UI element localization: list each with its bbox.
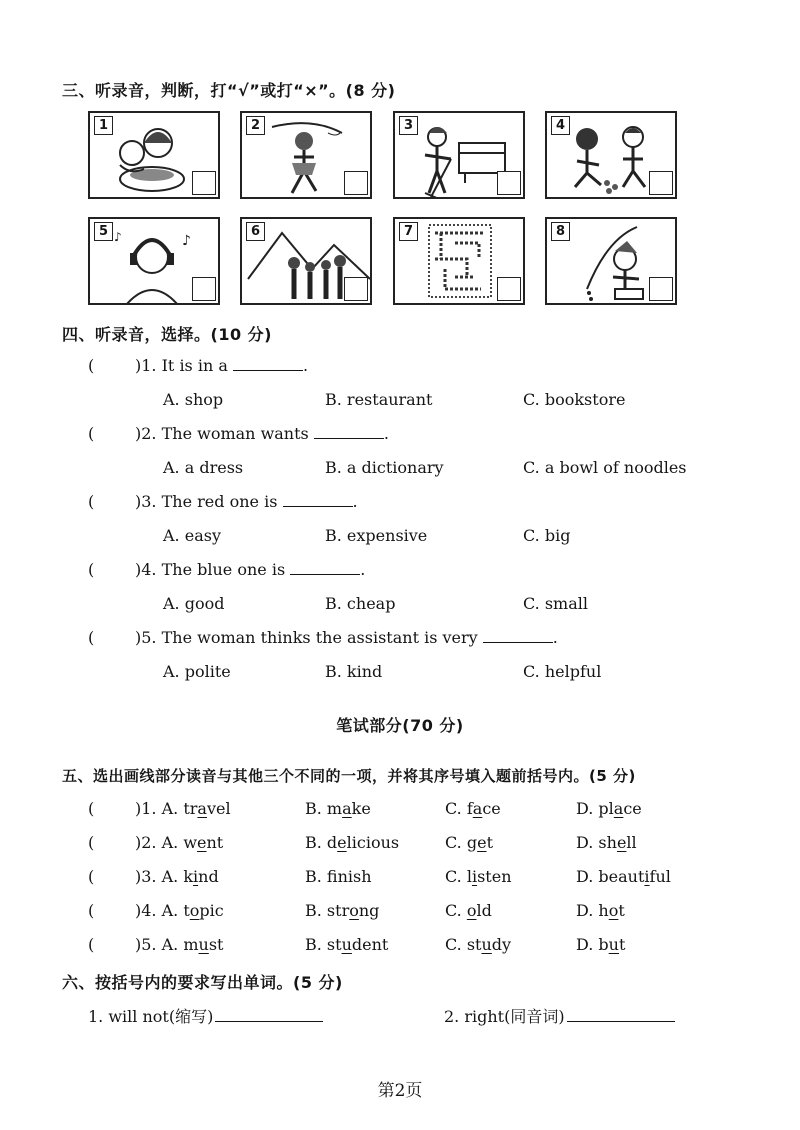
underlined-letter: a — [613, 799, 624, 818]
phonics-option-d — [576, 799, 642, 818]
word-part: ce — [482, 799, 501, 818]
word-part: nish — [337, 867, 372, 886]
phonics-option-c — [445, 867, 512, 886]
underlined-letter: a — [197, 799, 207, 818]
word-task-1 — [88, 1004, 323, 1027]
phonics-option-a — [135, 901, 224, 920]
underlined-letter: u — [341, 935, 352, 954]
picture-number: 3 — [399, 116, 418, 135]
word-part: D. beaut — [576, 867, 645, 886]
stem-text: 3. The red one is — [141, 492, 278, 511]
answer-box[interactable] — [649, 277, 673, 301]
phonics-option-d — [576, 935, 625, 954]
page-number: 第2页 — [377, 1081, 423, 1101]
word-part: 4. A. t — [141, 901, 190, 920]
word-part: vel — [206, 799, 231, 818]
phonics-option-b — [305, 799, 371, 818]
word-part: ful — [649, 867, 671, 886]
answer-blank[interactable] — [215, 1007, 323, 1022]
word-part: 3. A. k — [141, 867, 194, 886]
phonics-option-d — [576, 901, 625, 920]
underlined-letter: i — [193, 867, 199, 886]
option-c: C. a bowl of noodles — [523, 458, 687, 477]
phonics-option-a — [135, 867, 219, 886]
answer-blank[interactable] — [283, 492, 353, 507]
word-part: D. h — [576, 901, 609, 920]
row-paren: ( — [88, 935, 95, 954]
word-part: D. pl — [576, 799, 614, 818]
paren-close: ) — [135, 799, 142, 818]
picture-card-1 — [88, 111, 220, 199]
row-paren: ( — [88, 901, 95, 920]
stem-text: 4. The blue one is — [141, 560, 286, 579]
word-part: B. st — [305, 935, 342, 954]
phonics-option-a — [135, 935, 223, 954]
phonics-option-c — [445, 799, 501, 818]
section4-title: 四、听录音，选择。(10 分) — [62, 325, 272, 344]
section3-title: 三、听录音，判断，打“√”或打“×”。(8 分) — [62, 81, 396, 100]
phonics-option-c — [445, 935, 511, 954]
underlined-letter: o — [189, 901, 200, 920]
paren-close: ) — [135, 356, 142, 375]
stem-text: 2. The woman wants — [141, 424, 309, 443]
option-a: A. easy — [163, 526, 221, 545]
word-part: C. — [445, 901, 467, 920]
question-paren: ( — [88, 628, 95, 647]
paren-close: ) — [135, 935, 142, 954]
option-a: A. a dress — [163, 458, 244, 477]
picture-number: 4 — [551, 116, 570, 135]
picture-card-4 — [545, 111, 677, 199]
word-part: C. l — [445, 867, 472, 886]
word-part: t — [486, 833, 493, 852]
underlined-letter: e — [616, 833, 627, 852]
word-part: ld — [476, 901, 492, 920]
underlined-letter: i — [471, 867, 478, 886]
answer-box[interactable] — [344, 277, 368, 301]
word-part: nt — [206, 833, 224, 852]
picture-number: 6 — [246, 222, 265, 241]
phonics-option-b — [305, 833, 399, 852]
underlined-letter: a — [342, 799, 352, 818]
question-stem — [135, 628, 558, 647]
stem-text: 1. It is in a — [141, 356, 228, 375]
picture-number: 1 — [94, 116, 113, 135]
written-part-title: 笔试部分(70 分) — [336, 716, 464, 735]
underlined-letter: e — [197, 833, 207, 852]
option-b: B. expensive — [325, 526, 428, 545]
answer-box[interactable] — [497, 171, 521, 195]
option-b: B. kind — [325, 662, 383, 681]
question-paren: ( — [88, 560, 95, 579]
word-part: ce — [623, 799, 642, 818]
paren-close: ) — [135, 867, 142, 886]
question-stem — [135, 356, 308, 375]
answer-box[interactable] — [497, 277, 521, 301]
picture-card-8 — [545, 217, 677, 305]
svg-text:♪: ♪ — [182, 233, 191, 249]
word-task-2 — [444, 1004, 675, 1027]
word-part: dent — [351, 935, 389, 954]
section5-title: 五、选出画线部分读音与其他三个不同的一项，并将其序号填入题前括号内。(5 分) — [62, 767, 636, 785]
question-stem — [135, 424, 389, 443]
word-part: t — [618, 901, 625, 920]
picture-card-2 — [240, 111, 372, 199]
paren-close: ) — [135, 424, 142, 443]
underlined-letter: i — [644, 867, 650, 886]
picture-card-3 — [393, 111, 525, 199]
option-c: C. bookstore — [523, 390, 626, 409]
word-part: B. str — [305, 901, 350, 920]
row-paren: ( — [88, 799, 95, 818]
underlined-letter: u — [481, 935, 492, 954]
answer-box[interactable] — [192, 171, 216, 195]
option-b: B. a dictionary — [325, 458, 444, 477]
word-part: st — [208, 935, 224, 954]
question-paren: ( — [88, 492, 95, 511]
answer-blank[interactable] — [233, 356, 303, 371]
word-part: C. g — [445, 833, 478, 852]
option-b: B. restaurant — [325, 390, 433, 409]
answer-blank[interactable] — [314, 424, 384, 439]
word-part: 2. A. w — [141, 833, 198, 852]
phonics-option-a — [135, 799, 231, 818]
phonics-option-d — [576, 833, 637, 852]
question-paren: ( — [88, 356, 95, 375]
phonics-option-d — [576, 867, 671, 886]
word-part: B. m — [305, 799, 343, 818]
underlined-letter: o — [466, 901, 477, 920]
option-a: A. polite — [163, 662, 231, 681]
answer-box[interactable] — [649, 171, 673, 195]
phonics-option-b — [305, 935, 388, 954]
word-part: B. f — [305, 867, 338, 886]
word-part: sten — [477, 867, 512, 886]
phonics-option-c — [445, 901, 492, 920]
stem-end: . — [352, 492, 358, 511]
word-part: 5. A. m — [141, 935, 199, 954]
question-stem — [135, 560, 365, 579]
row-paren: ( — [88, 833, 95, 852]
question-paren: ( — [88, 424, 95, 443]
task-text: 1. will not(缩写) — [88, 1007, 214, 1026]
picture-card-6 — [240, 217, 372, 305]
stem-text: 5. The woman thinks the assistant is very — [141, 628, 478, 647]
svg-text:♪: ♪ — [114, 230, 122, 244]
answer-box[interactable] — [344, 171, 368, 195]
underlined-letter: a — [472, 799, 483, 818]
paren-close: ) — [135, 833, 142, 852]
word-part: nd — [198, 867, 219, 886]
word-part: D. b — [576, 935, 609, 954]
picture-number: 8 — [551, 222, 570, 241]
underlined-letter: e — [477, 833, 487, 852]
underlined-letter: o — [608, 901, 619, 920]
question-stem — [135, 492, 358, 511]
row-paren: ( — [88, 867, 95, 886]
option-a: A. good — [163, 594, 225, 613]
picture-card-5 — [88, 217, 220, 305]
paren-close: ) — [135, 492, 142, 511]
stem-end: . — [360, 560, 366, 579]
word-part: D. sh — [576, 833, 617, 852]
option-a: A. shop — [163, 390, 224, 409]
paren-close: ) — [135, 628, 142, 647]
paren-close: ) — [135, 901, 142, 920]
phonics-option-a — [135, 833, 223, 852]
picture-card-7 — [393, 217, 525, 305]
underlined-letter: e — [337, 833, 347, 852]
word-part: ll — [626, 833, 637, 852]
stem-end: . — [552, 628, 558, 647]
phonics-option-c — [445, 833, 493, 852]
word-part: B. d — [305, 833, 338, 852]
answer-blank[interactable] — [290, 560, 360, 575]
phonics-option-b — [305, 901, 379, 920]
underlined-letter: u — [608, 935, 619, 954]
answer-box[interactable] — [192, 277, 216, 301]
answer-blank[interactable] — [483, 628, 553, 643]
word-part: ke — [351, 799, 371, 818]
stem-end: . — [383, 424, 389, 443]
word-part: t — [618, 935, 626, 954]
option-c: C. helpful — [523, 662, 602, 681]
word-part: licious — [346, 833, 400, 852]
word-part: 1. A. tr — [141, 799, 198, 818]
paren-close: ) — [135, 560, 142, 579]
option-c: C. big — [523, 526, 571, 545]
underlined-letter: u — [198, 935, 209, 954]
stem-end: . — [303, 356, 309, 375]
word-part: C. st — [445, 935, 482, 954]
picture-number: 2 — [246, 116, 265, 135]
word-part: dy — [491, 935, 512, 954]
section6-title: 六、按括号内的要求写出单词。(5 分) — [62, 973, 343, 992]
picture-number: 7 — [399, 222, 418, 241]
underlined-letter: o — [349, 901, 359, 920]
option-b: B. cheap — [325, 594, 396, 613]
option-c: C. small — [523, 594, 588, 613]
word-part: pic — [199, 901, 224, 920]
word-part: C. f — [445, 799, 473, 818]
phonics-option-b — [305, 867, 372, 886]
task-text: 2. right(同音词) — [444, 1007, 565, 1026]
picture-number: 5 — [94, 222, 113, 241]
word-part: ng — [358, 901, 380, 920]
answer-blank[interactable] — [567, 1007, 675, 1022]
